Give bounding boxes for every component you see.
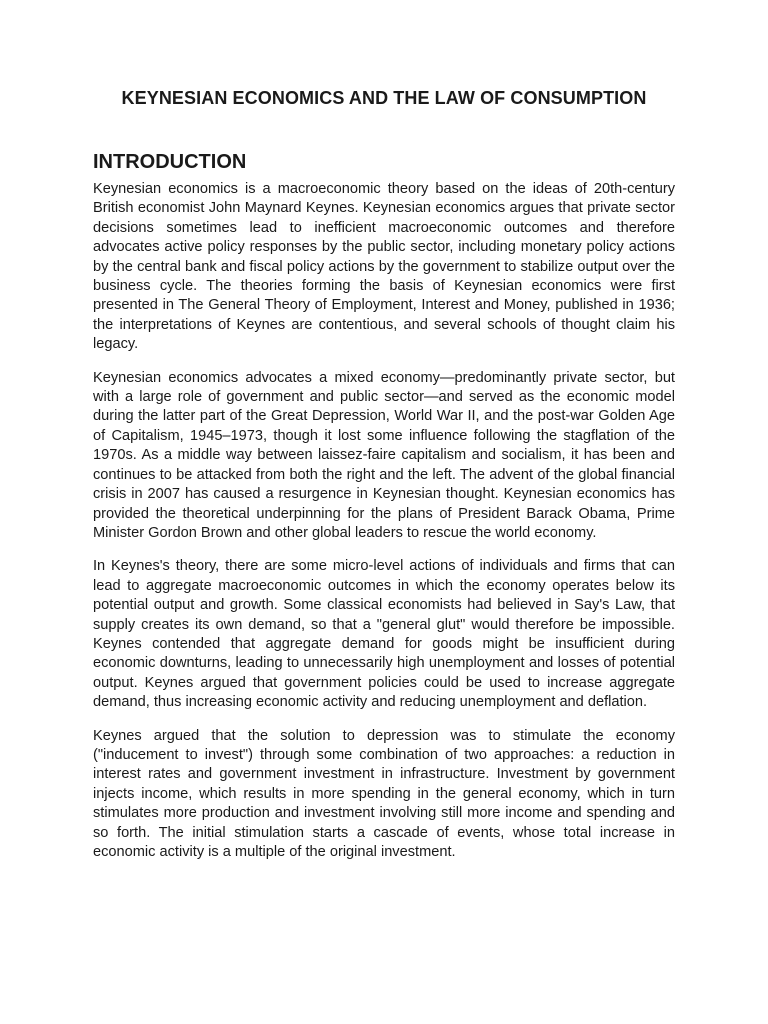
paragraph-4: Keynes argued that the solution to depression was to stimulate the economy ("inducement to invest") through some combination of two approaches: a reduction in interest rates and government investment in infrastructure. Investment by government injects income, which results in more spending in the general economy, which in turn stimulates more production and investment involving still more income and spending and so forth. The initial stimulation starts a cascade of events, whose total increase in economic activity is a multiple of the original investment. [93, 727, 675, 860]
paragraph-3: In Keynes's theory, there are some micro-level actions of individuals and firms that can lead to aggregate macroeconomic outcomes in which the economy operates below its potential output and growth. Some classical economists had believed in Say's Law, that supply creates its own demand, so that a "general glut" would therefore be impossible. Keynes contended that aggregate demand for goods might be insufficient during economic downturns, leading to unnecessarily high unemployment and losses of potential output. Keynes argued that government policies could be used to increase aggregate demand, thus increasing economic activity and reducing unemployment and deflation. [93, 558, 675, 711]
paragraph-2: Keynesian economics advocates a mixed economy—predominantly private sector, but with a large role of government and public sector—and served as the economic model during the latter part of the Great Depression, World War II, and the post-war Golden Age of Capitalism, 1945–1973, though it lost some influence following the stagflation of the 1970s. As a middle way between laissez-faire capitalism and socialism, it has been and continues to be attacked from both the right and the left. The advent of the global financial crisis in 2007 has caused a resurgence in Keynesian thought. Keynesian economics has provided the theoretical underpinning for the plans of President Barack Obama, Prime Minister Gordon Brown and other global leaders to rescue the world economy. [93, 369, 675, 541]
paragraph-1: Keynesian economics is a macroeconomic theory based on the ideas of 20th-century British economist John Maynard Keynes. Keynesian economics argues that private sector decisions sometimes lead to inefficient macroeconomic outcomes and therefore advocates active policy responses by the public sector, including monetary policy actions by the central bank and fiscal policy actions by the government to stabilize output over the business cycle. The theories forming the basis of Keynesian economics were first presented in The General Theory of Employment, Interest and Money, published in 1936; the interpretations of Keynes are contentious, and several schools of thought claim his legacy. [93, 181, 675, 353]
document-title: KEYNESIAN ECONOMICS AND THE LAW OF CONSUMPTION [121, 88, 647, 108]
section-heading-introduction: INTRODUCTION [93, 151, 247, 173]
body-text [93, 180, 675, 876]
